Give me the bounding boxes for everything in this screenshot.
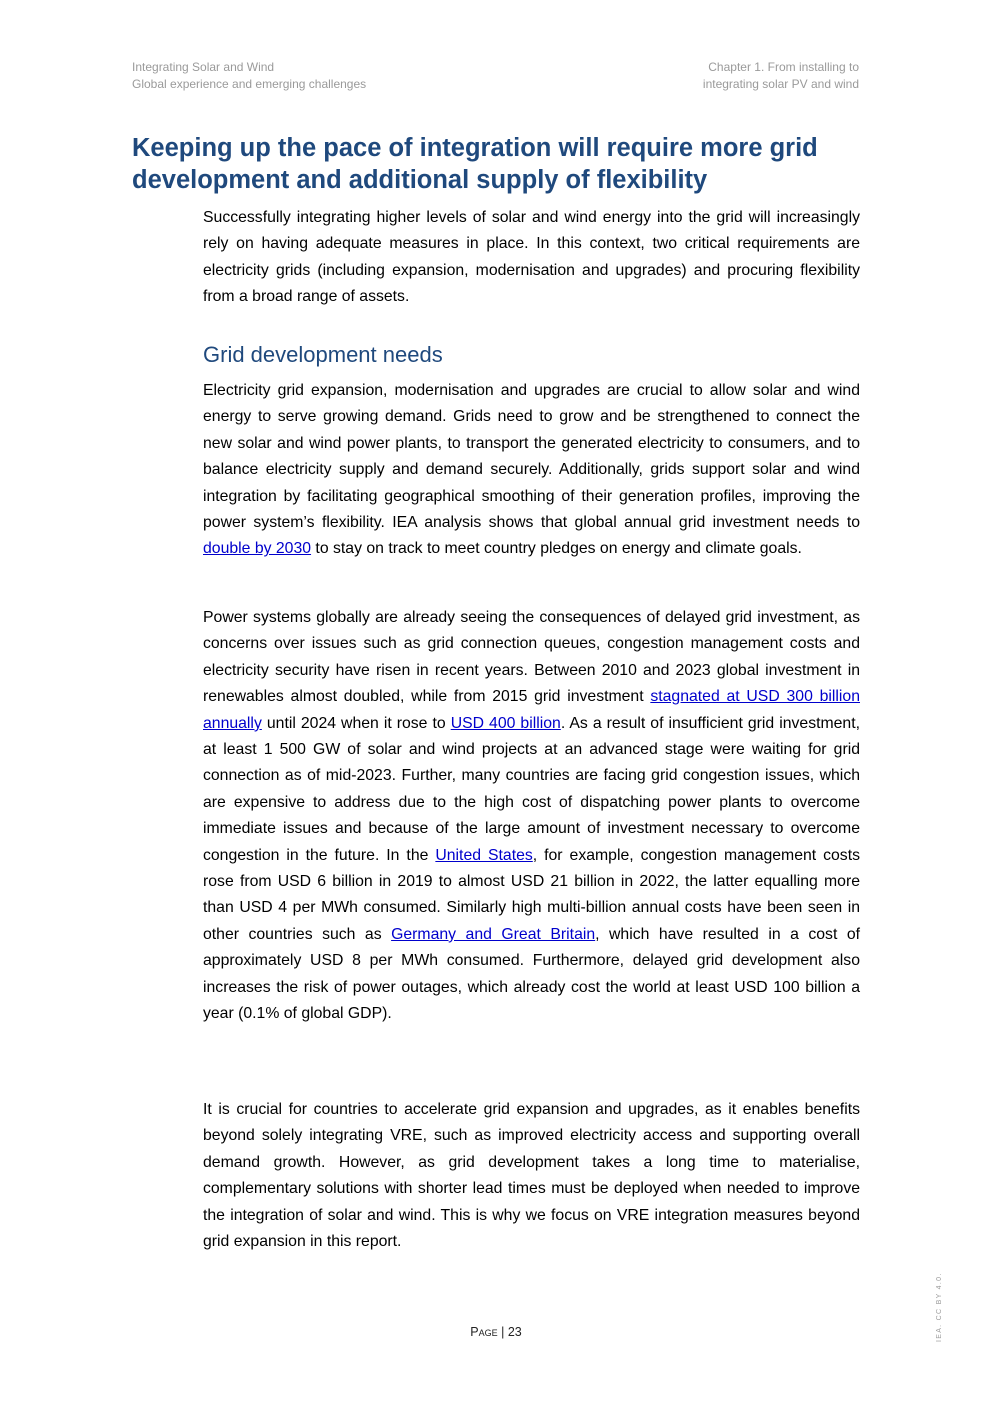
paragraph-grid-needs [203,378,860,563]
header-report-subtitle: Global experience and emerging challenges [132,77,367,91]
header-report-title: Integrating Solar and Wind [132,60,275,74]
link-stagnated-investment[interactable]: stagnated at USD 300 billion annually [203,688,860,732]
running-header-left [132,59,366,93]
paragraph-accelerate-grid: It is crucial for countries to accelerate grid expansion and upgrades, as it enables benefits beyond solely integrating VRE, such as improved electricity access and supporting overall demand growth. However, as grid development takes a long time to materialise, complementary solutions with shorter lead times must be deployed when needed to improve the integration of solar and wind. This is why we focus on VRE integration measures beyond grid expansion in this report. [203,1101,860,1251]
link-united-states[interactable]: United States [435,846,533,864]
text-segment: until 2024 when it rose to [261,714,451,732]
text-segment: Electricity grid expansion, modernisation and upgrades are crucial to allow solar and wind energy to serve growing demand. Grids need to grow and be strengthened to connect the new solar and wind power plants, to transport the generated electricity to consumers, and to balance electricity supply and demand securely. Additionally, grids support solar and wind integration by facilitating geographical smoothing of their generation profiles, improving the power system’s flexibility. IEA analysis shows that global annual grid investment needs to [203,382,860,532]
section-title: Keeping up the pace of integration will require more grid development and additional supply of flexibility [132,134,818,194]
text-segment: , for example, congestion management costs rose from USD 6 billion in 2019 to almost USD 21 billion in 2022, the latter equalling more than USD 4 per MWh consumed. Similarly high multi-billion annual costs have been seen in other countries such as [203,846,860,943]
subheading-grid-development: Grid development needs [203,342,443,367]
page-separator: | [497,1325,508,1339]
text-segment: , which have resulted in a cost of approximately USD 8 per MWh consumed. Furthermore, delayed grid development also increases the risk of power outages, which already cost the world at least USD 100 billion a year (0.1% of global GDP). [203,925,860,1023]
header-chapter-line1: Chapter 1. From installing to [708,60,859,74]
intro-paragraph: Successfully integrating higher levels of solar and wind energy into the grid will increasingly rely on having adequate measures in place. In this context, two critical requirements are electricity grids (including expansion, modernisation and upgrades) and procuring flexibility from a broad range of assets. [203,209,860,306]
page-number: 23 [507,1325,522,1339]
page-footer [0,1325,992,1339]
link-germany-great-britain[interactable]: Germany and Great Britain [391,925,596,943]
link-usd-400-billion[interactable]: USD 400 billion [450,714,561,732]
paragraph-delayed-investment [203,605,860,1028]
text-segment: to stay on track to meet country pledges on energy and climate goals. [311,540,802,558]
link-double-by-2030[interactable]: double by 2030 [203,540,312,558]
text-segment: . As a result of insufficient grid investment, at least 1 500 GW of solar and wind projects at an advanced stage were waiting for grid connection as of mid-2023. Further, many countries are facing grid congestion issues, which are expensive to address due to the high cost of dispatching power plants to overcome immediate issues and because of the large amount of investment necessary to overcome congestion in the future. In the [203,714,860,864]
header-chapter-line2: integrating solar PV and wind [702,77,859,91]
running-header-right [703,59,859,93]
license-mark: IEA. CC BY 4.0. [936,1272,943,1342]
page-label: Page [470,1325,498,1339]
text-segment: Power systems globally are already seeing the consequences of delayed grid investment, as concerns over issues such as grid connection queues, congestion management costs and electricity security have risen in recent years. Between 2010 and 2023 global investment in renewables almost doubled, while from 2015 grid investment [203,609,860,706]
